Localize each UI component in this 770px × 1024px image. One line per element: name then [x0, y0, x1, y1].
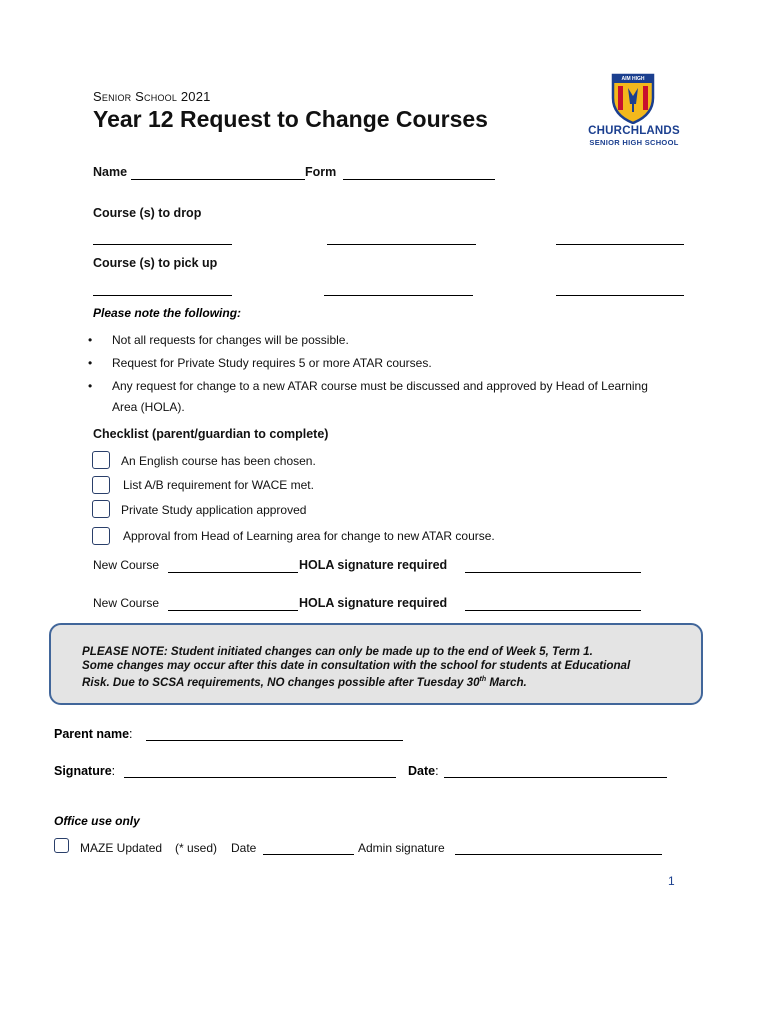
checklist-label-wace: List A/B requirement for WACE met. — [123, 478, 314, 492]
office-date-field[interactable] — [263, 854, 354, 855]
office-date-label: Date — [231, 841, 257, 855]
school-subname: SENIOR HIGH SCHOOL — [589, 138, 679, 147]
notes-heading: Please note the following: — [93, 306, 242, 320]
date-field[interactable] — [444, 777, 667, 778]
checklist-label-english: An English course has been chosen. — [121, 454, 316, 468]
pickup-label: Course (s) to pick up — [93, 256, 218, 270]
name-label: Name — [93, 165, 128, 179]
hola-signature-label-2: HOLA signature required — [299, 596, 448, 610]
signature-label: Signature — [54, 764, 112, 778]
hola-signature-field-1[interactable] — [465, 572, 641, 573]
signature-row: Signature: — [54, 764, 116, 778]
checklist-label-hola-approval: Approval from Head of Learning area for change to new ATAR course. — [123, 529, 495, 543]
new-course-label-1: New Course — [93, 558, 160, 572]
checklist-checkbox-wace[interactable] — [92, 476, 110, 494]
page-title: Year 12 Request to Change Courses — [93, 106, 488, 132]
pickup-field-3[interactable] — [556, 295, 684, 296]
checklist-heading: Checklist (parent/guardian to complete) — [93, 427, 329, 441]
pickup-field-2[interactable] — [324, 295, 473, 296]
office-heading: Office use only — [54, 814, 140, 828]
hola-signature-field-2[interactable] — [465, 610, 641, 611]
drop-label: Course (s) to drop — [93, 206, 202, 220]
crest-motto: AIM HIGH — [621, 76, 645, 82]
pickup-field-1[interactable] — [93, 295, 232, 296]
deadline-notice-text: PLEASE NOTE: Student initiated changes can only be made up to the end of Week 5, Term 1. Some changes may occur after this date in consultation with the school for students at Educational Risk. Due to SCSA requirements, NO changes possible after Tuesday 30th March. — [82, 645, 631, 689]
form-field[interactable] — [343, 179, 495, 180]
checklist-checkbox-english[interactable] — [92, 451, 110, 469]
parent-name-label: Parent name — [54, 727, 130, 741]
list-item: • Not all requests for changes will be possible. — [88, 333, 349, 347]
notes-list — [88, 330, 668, 420]
page-number: 1 — [668, 874, 675, 888]
drop-field-2[interactable] — [327, 244, 476, 245]
date-row: Date: — [408, 764, 439, 778]
hola-signature-label-1: HOLA signature required — [299, 558, 448, 572]
new-course-field-1[interactable] — [168, 572, 298, 573]
deadline-notice-box — [49, 623, 703, 705]
new-course-field-2[interactable] — [168, 610, 298, 611]
maze-used-label: (* used) — [175, 841, 218, 855]
parent-name-row: Parent name: — [54, 727, 133, 741]
form-label: Form — [305, 165, 337, 179]
list-item: • Any request for change to a new ATAR course must be discussed and approved by Head of Learning Area (HOLA). — [88, 379, 648, 414]
admin-signature-field[interactable] — [455, 854, 662, 855]
drop-field-3[interactable] — [556, 244, 684, 245]
name-field[interactable] — [131, 179, 305, 180]
checklist-label-private-study: Private Study application approved — [121, 503, 307, 517]
admin-signature-label: Admin signature — [358, 841, 445, 855]
list-item: • Request for Private Study requires 5 or more ATAR courses. — [88, 356, 432, 370]
school-logo — [584, 72, 684, 152]
checklist-checkbox-private-study[interactable] — [92, 500, 110, 518]
school-name: CHURCHLANDS — [588, 125, 680, 137]
subtitle: Senior School 2021 — [93, 89, 211, 104]
parent-name-field[interactable] — [146, 740, 403, 741]
date-label: Date — [408, 764, 436, 778]
signature-field[interactable] — [124, 777, 396, 778]
checklist-checkbox-hola-approval[interactable] — [92, 527, 110, 545]
new-course-label-2: New Course — [93, 596, 160, 610]
maze-updated-label: MAZE Updated — [80, 841, 163, 855]
maze-updated-checkbox[interactable] — [54, 838, 69, 853]
drop-field-1[interactable] — [93, 244, 232, 245]
